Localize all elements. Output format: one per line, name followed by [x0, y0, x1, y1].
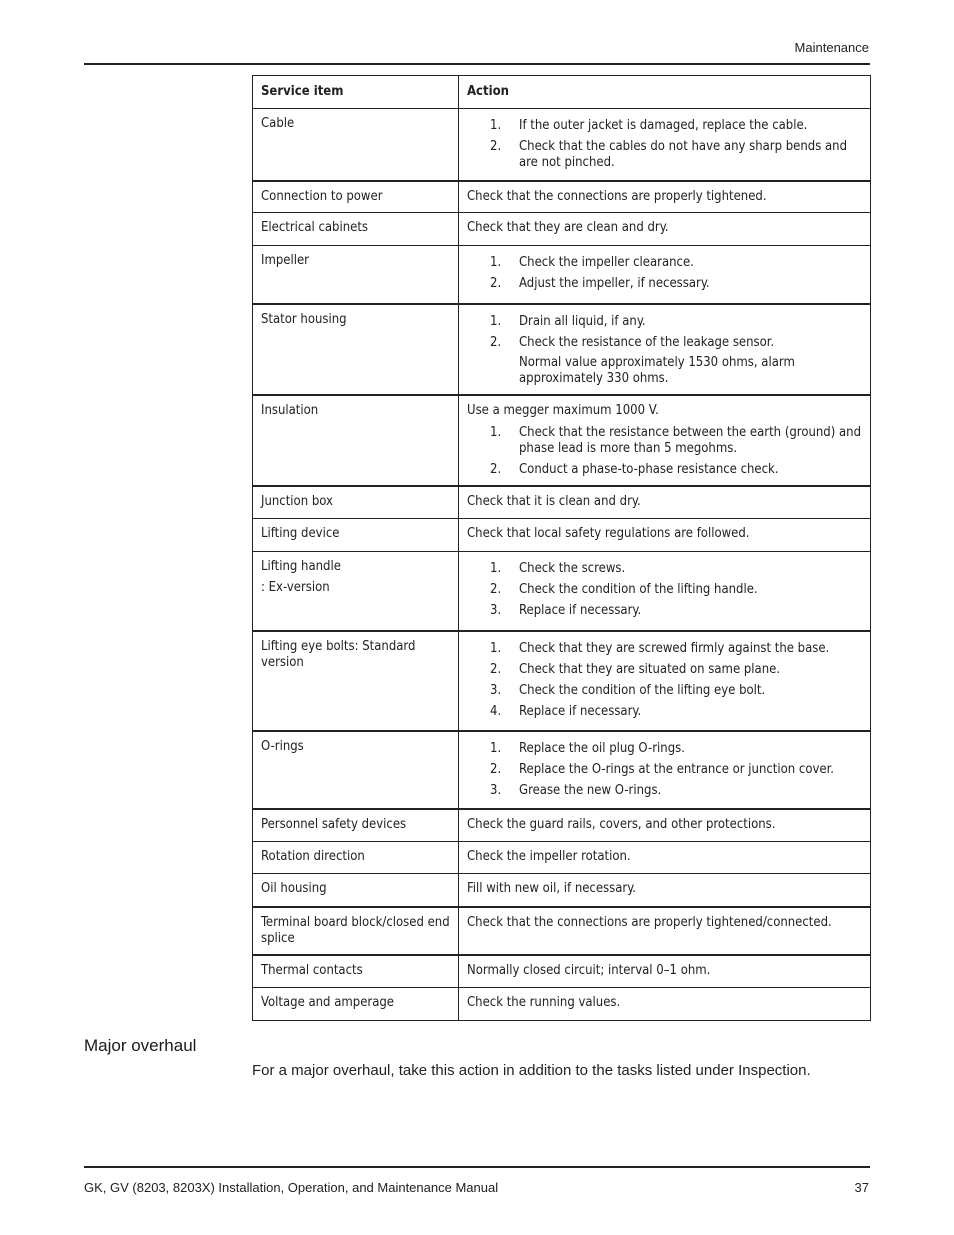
service-item-cell: [253, 988, 459, 1021]
step-text: If the outer jacket is damaged, replace the cable.: [519, 118, 808, 133]
column-header-service-item: Service item: [253, 76, 459, 109]
action-cell: [459, 181, 871, 213]
action-cell: [459, 809, 871, 842]
service-item-cell: [253, 907, 459, 955]
action-cell: [459, 519, 871, 552]
service-item-cell: [253, 109, 459, 181]
action-step: [467, 683, 862, 699]
service-item-cell: [253, 304, 459, 395]
service-item-label: Thermal contacts: [261, 962, 363, 978]
service-item-label: Cable: [261, 116, 295, 131]
service-item-label: Lifting eye bolts: Standard version: [261, 638, 416, 670]
step-text: Replace the O-rings at the entrance or junction cover.: [519, 761, 834, 777]
service-item-label: Oil housing: [261, 881, 327, 896]
table-row: [253, 955, 871, 988]
step-number: 2.: [490, 661, 502, 677]
action-text: Check the running values.: [467, 995, 621, 1010]
step-number: 2.: [490, 276, 502, 291]
service-item-cell: [253, 395, 459, 486]
table-row: [253, 519, 871, 552]
action-cell: [459, 731, 871, 809]
step-text: Check the resistance of the leakage sensor.: [519, 334, 775, 350]
footer-manual-title: GK, GV (8203, 8203X) Installation, Operation, and Maintenance Manual: [84, 1180, 499, 1195]
action-step: [467, 276, 862, 292]
service-item-label: Voltage and amperage: [261, 995, 394, 1010]
action-text: Use a megger maximum 1000 V.: [467, 402, 659, 418]
table-row: [253, 874, 871, 907]
service-table: [252, 75, 871, 1021]
action-text: Check that it is clean and dry.: [467, 493, 641, 509]
step-number: 3.: [490, 782, 502, 798]
action-step: [467, 741, 862, 757]
step-number: 2.: [490, 139, 502, 154]
step-text: Adjust the impeller, if necessary.: [519, 276, 710, 291]
table-row: [253, 731, 871, 809]
action-step: [467, 425, 862, 457]
step-number: 4.: [490, 703, 502, 719]
step-number: 1.: [490, 118, 502, 133]
step-text: Check the impeller clearance.: [519, 255, 694, 270]
service-item-cell: [253, 874, 459, 907]
service-item-label: Rotation direction: [261, 849, 365, 864]
step-text: Replace if necessary.: [519, 603, 642, 618]
action-cell: [459, 213, 871, 246]
step-text: Conduct a phase-to-phase resistance check.: [519, 461, 779, 477]
service-item-label: Electrical cabinets: [261, 220, 369, 235]
table-row: [253, 486, 871, 519]
header-rule: [84, 63, 870, 65]
table-row: [253, 395, 871, 486]
table-row: [253, 988, 871, 1021]
action-step: [467, 704, 862, 720]
action-step: [467, 762, 862, 778]
step-number: 3.: [490, 603, 502, 618]
service-item-cell: [253, 842, 459, 874]
action-step: [467, 582, 862, 598]
action-step: [467, 662, 862, 678]
action-text: Check that they are clean and dry.: [467, 220, 669, 235]
step-text: Check that they are situated on same plane.: [519, 661, 781, 677]
service-item-sublabel: : Ex-version: [261, 580, 330, 595]
action-step: [467, 139, 862, 171]
table-row: [253, 842, 871, 874]
service-item-label: Stator housing: [261, 311, 347, 327]
action-text: Check that local safety regulations are followed.: [467, 526, 750, 541]
section-body-text: For a major overhaul, take this action in addition to the tasks listed under Inspection.: [252, 1062, 811, 1079]
action-cell: [459, 907, 871, 955]
step-text: Check the condition of the lifting handle.: [519, 582, 758, 597]
table-row: [253, 631, 871, 731]
action-cell: [459, 486, 871, 519]
service-item-cell: [253, 486, 459, 519]
service-item-cell: [253, 955, 459, 988]
action-step: [467, 462, 862, 478]
step-number: 1.: [490, 561, 502, 576]
table-row: [253, 907, 871, 955]
service-table-body: [253, 109, 871, 1021]
action-cell: [459, 631, 871, 731]
action-text: Check that the connections are properly tightened/connected.: [467, 914, 832, 930]
step-number: 2.: [490, 582, 502, 597]
column-header-action: Action: [459, 76, 871, 109]
page-number: 37: [854, 1180, 869, 1195]
action-text: Fill with new oil, if necessary.: [467, 881, 636, 896]
action-cell: [459, 988, 871, 1021]
table-row: [253, 109, 871, 181]
service-item-label: Connection to power: [261, 188, 383, 204]
step-text: Check the condition of the lifting eye bolt.: [519, 682, 766, 698]
table-row: [253, 213, 871, 246]
service-item-cell: [253, 519, 459, 552]
step-number: 1.: [490, 424, 502, 440]
footer-rule: [84, 1166, 870, 1168]
running-header-section: Maintenance: [794, 40, 869, 55]
step-text: Check that the cables do not have any sharp bends and are not pinched.: [519, 139, 848, 170]
table-row: [253, 246, 871, 304]
action-cell: [459, 874, 871, 907]
service-item-cell: [253, 731, 459, 809]
step-text: Check that they are screwed firmly against the base.: [519, 640, 830, 656]
service-item-cell: [253, 552, 459, 631]
step-number: 1.: [490, 313, 502, 329]
action-step: [467, 335, 862, 351]
step-number: 1.: [490, 740, 502, 756]
service-item-cell: [253, 246, 459, 304]
action-cell: [459, 395, 871, 486]
action-text: Check that the connections are properly tightened.: [467, 188, 767, 204]
action-step: [467, 641, 862, 657]
step-number: 2.: [490, 334, 502, 350]
step-number: 2.: [490, 761, 502, 777]
step-text: Grease the new O-rings.: [519, 782, 662, 798]
action-cell: [459, 842, 871, 874]
step-number: 3.: [490, 682, 502, 698]
service-item-label: Personnel safety devices: [261, 816, 407, 832]
service-item-cell: [253, 631, 459, 731]
action-step: [467, 255, 862, 271]
step-text: Drain all liquid, if any.: [519, 313, 646, 329]
table-row: [253, 304, 871, 395]
action-text: Check the guard rails, covers, and other protections.: [467, 816, 776, 832]
service-item-cell: [253, 809, 459, 842]
action-step: [467, 561, 862, 577]
step-number: 1.: [490, 255, 502, 270]
section-heading: Major overhaul: [84, 1036, 197, 1055]
service-item-cell: [253, 213, 459, 246]
table-row: [253, 181, 871, 213]
action-cell: [459, 109, 871, 181]
action-step: [467, 118, 862, 134]
step-text: Replace if necessary.: [519, 703, 642, 719]
service-item-label: Impeller: [261, 253, 309, 268]
service-item-label: Lifting handle: [261, 559, 341, 574]
action-cell: [459, 552, 871, 631]
action-step: [467, 314, 862, 330]
service-item-label: Junction box: [261, 493, 333, 509]
action-note: Normal value approximately 1530 ohms, alarm approximately 330 ohms.: [519, 354, 795, 386]
action-step: [467, 783, 862, 799]
service-item-label: Terminal board block/closed end splice: [261, 914, 450, 946]
action-cell: [459, 304, 871, 395]
step-text: Check that the resistance between the earth (ground) and phase lead is more than 5 megohms.: [519, 424, 862, 456]
action-cell: [459, 246, 871, 304]
action-step: [467, 603, 862, 619]
service-item-cell: [253, 181, 459, 213]
action-text: Normally closed circuit; interval 0–1 ohm.: [467, 962, 711, 978]
action-text: Check the impeller rotation.: [467, 849, 631, 864]
step-number: 2.: [490, 461, 502, 477]
service-item-label: O-rings: [261, 738, 304, 754]
table-row: [253, 809, 871, 842]
service-item-label: Insulation: [261, 402, 319, 418]
step-text: Replace the oil plug O-rings.: [519, 740, 685, 756]
service-item-label: Lifting device: [261, 526, 340, 541]
table-row: [253, 552, 871, 631]
action-cell: [459, 955, 871, 988]
step-text: Check the screws.: [519, 561, 626, 576]
step-number: 1.: [490, 640, 502, 656]
